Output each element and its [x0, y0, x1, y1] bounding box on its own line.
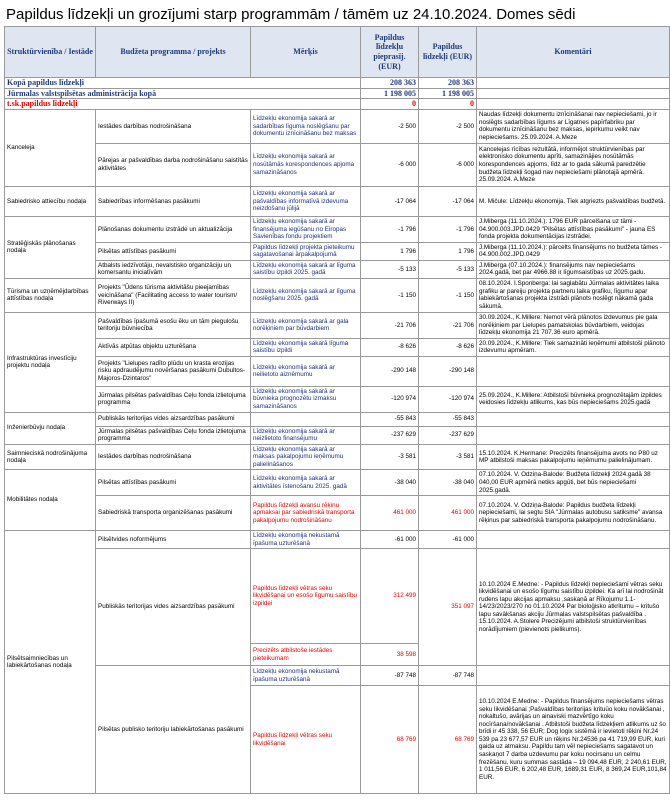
goal-cell: Līdzekļu ekonomija nekustamā īpašuma uzturēšanā: [251, 531, 361, 549]
header-program: Budžeta programma / projekts: [96, 27, 251, 78]
granted-cell: -1 796: [419, 216, 477, 242]
requested-cell: 461 000: [361, 496, 419, 531]
admin-total-requested: 1 198 005: [361, 88, 419, 99]
requested-cell: -237 629: [361, 426, 419, 444]
unit-cell: Mobilitātes nodaļa: [5, 470, 96, 531]
comment-cell: M. Mičule: Līdzekļu ekonomija. Tiek atgriezts pašvaldības budžetā.: [477, 186, 670, 216]
additional-total-row: [5, 99, 670, 110]
goal-cell: Papildus līdzekļi vētras seku likvidēšanai un esošo līgumu saistību izpildei: [251, 549, 361, 644]
table-row: [5, 496, 670, 531]
requested-cell: -290 148: [361, 356, 419, 386]
granted-cell: 351 097: [419, 549, 477, 666]
program-cell: Pārejas ar pašvaldības darba nodrošināšanu saistītās aktivitātes: [96, 143, 251, 186]
table-row: [5, 549, 670, 644]
goal-cell: Papildus līdzekļi projekta pieteikumu sagatavošanai ārpakalpojumā: [251, 242, 361, 260]
granted-cell: -120 974: [419, 386, 477, 412]
requested-cell: -5 133: [361, 260, 419, 278]
comment-cell: 08.10.2024. I.Sponberga: lai saglabātu Jūrmalas aktivitātes laika grafiku ar pareiju projekta partneru laika grafiku, līgumu apar labiekārtošanas projekta izstrādi plānots noslēgt nākamā gada sākumā.: [477, 278, 670, 312]
program-cell: Iestādes darbības nodrošināšana: [96, 444, 251, 470]
budget-table: [4, 26, 670, 794]
admin-total-granted: 1 198 005: [419, 88, 477, 99]
goal-cell: Papildus līdzekļi avansu rēķinu apmaksai par sabiedriskā transporta pakalpojumu nodrošināšanu: [251, 496, 361, 531]
program-cell: Pilsētvides noformējums: [96, 531, 251, 549]
goal-cell: Līdzekļu ekonomija sakarā ar aktivitātes īstenošanu 2025. gadā: [251, 470, 361, 496]
goal-cell: Līdzekļu ekonomija sakarā līguma saistību izpildi: [251, 338, 361, 356]
program-cell: Pilsētas publisko teritoriju labiekārtošanas pasākumi: [96, 666, 251, 794]
granted-cell: -61 000: [419, 531, 477, 549]
requested-cell: -1 796: [361, 216, 419, 242]
table-row: [5, 143, 670, 186]
goal-cell: Līdzekļu ekonomija sakarā ar neilietoto aiznēmumu: [251, 356, 361, 386]
comment-cell: 07.10.2024. V. Odziņa-Balode: Budžeta līdzekļi 2024.gadā 38 040,00 EUR apmērā netiks apgūti, bet būs nepieciešami 2025.gadā.: [477, 470, 670, 496]
granted-cell: -55 843: [419, 412, 477, 426]
program-cell: Jūrmalas pilsētas pašvaldības Ceļu fonda izlietojuma programma: [96, 426, 251, 444]
program-cell: Publiskās teritorijas vides aizsardzības pasākumi: [96, 549, 251, 666]
admin-total-label: Jūrmalas valstspilsētas administrācija kopā: [5, 88, 361, 99]
granted-cell: -3 581: [419, 444, 477, 470]
header-comment: Komentāri: [477, 27, 670, 78]
additional-total-label: t.sk.papildus līdzekļi: [5, 99, 361, 110]
table-row: [5, 216, 670, 242]
additional-total-requested: 0: [361, 99, 419, 110]
comment-cell: 30.09.2024., K.Millere: Nemot vērā plānotos izdevumus pie gala norēķiniem par Lielupes pamatskolas būvdarbiem, veidojas līdzekļu ekonomija 21 707.36 euro apmērā.: [477, 312, 670, 338]
header-unit: Struktūrvienība / Iestāde: [5, 27, 96, 78]
table-row: [5, 386, 670, 412]
granted-cell: 68 769: [419, 686, 477, 794]
granted-cell: -21 706: [419, 312, 477, 338]
goal-cell: Līdzekļu ekonomija sakarā ar nosūtāmās korespondences apjoma samazināšanos: [251, 143, 361, 186]
unit-cell: Pilsētsaimniecības un labiekārtošanas nodaļa: [5, 531, 96, 794]
program-cell: Publiskās teritorijas vides aizsardzības pasākumi: [96, 412, 251, 426]
table-row: [5, 186, 670, 216]
comment-cell: 10.10.2024 E.Medne: - Papildus finansējums nepieciešams vētras seku likvidēšanai ;Pašvaldības teritorijas krituūo koku novākšanai , nokaltušo, avārijas un ainaviski mazvērtīgo koku nocīršana/novākšanai . Atbilstoši budžeta līdzekļiem atlikums uz šo brīdi ir 45 338, 56 EUR; Dog logix sistēmā ir ievietoti rēķini Nr.24 539 pa 23 677,57 EUR un rēķins Nr.24536 pa 41 719,99 EUR, kuri gaida uz atmaksu. Papildu tam vēl nepieciešams sagatavot un saskaņot 7 darba uzdevumu par koku nocirsanu un celmu frezēšanu, kuru summas sastāda – 19 094,48 EUR, 2 240,61 EUR, 1 011,56 EUR, 6 202,48 EUR, 1689,31 EUR, 8 369,24 EUR,101,84 EUR.: [477, 686, 670, 794]
granted-cell: -8 626: [419, 338, 477, 356]
program-cell: Sabiedriskā transporta organizēšanas pasākumi: [96, 496, 251, 531]
unit-cell: Inženierbūvju nodaļa: [5, 412, 96, 444]
requested-cell: 68 769: [361, 686, 419, 794]
program-cell: Plānošanas dokumentu izstrāde un aktualizācija: [96, 216, 251, 242]
table-header: [5, 27, 670, 78]
table-row: [5, 312, 670, 338]
comment-cell: [477, 666, 670, 686]
table-row: [5, 109, 670, 143]
requested-cell: -87 748: [361, 666, 419, 686]
table-row: [5, 426, 670, 444]
goal-cell: Papildus līdzekļi vētras seku likvidēšanai: [251, 686, 361, 794]
unit-cell: Kanceleja: [5, 109, 96, 186]
comment-cell: J.Miberga (11.10.2024.): pārcelts finansējums no budžeta tāmes - 04.900.002.JPD.0429: [477, 242, 670, 260]
program-cell: Projekts "Ūdens tūrisma aktivitāšu pieejamības veicināšana" (Facilitating access to water tourism/ Riverways II): [96, 278, 251, 312]
comment-cell: [477, 531, 670, 549]
program-cell: Pašvaldības īpašumā esošu ēku un tām piegulošu teritoriju būvniecība: [96, 312, 251, 338]
table-row: [5, 260, 670, 278]
granted-cell: 461 000: [419, 496, 477, 531]
goal-cell: Līdzekļu ekonomija sakarā ar līguma noslēgšanu 2025. gadā: [251, 278, 361, 312]
goal-cell: Precizēts atbilstoše iestādes pieteikumam: [251, 644, 361, 666]
goal-cell: [251, 412, 361, 426]
program-cell: Sabiedrības informēšanas pasākumi: [96, 186, 251, 216]
table-row: [5, 338, 670, 356]
requested-cell: 312 499: [361, 549, 419, 644]
granted-cell: -2 500: [419, 109, 477, 143]
goal-cell: Līdzekļu ekonomija sakarā ar gala norēķiniem par būvdarbiem: [251, 312, 361, 338]
comment-cell: Kancelejas rīcības rezultātā, informējot struktūrvienības par elektronisko dokumentu aprīti, samazinājies nosūtāmās korespondences apjoms, līdz ar to gada sākumā paredzētie budžeta līdzekļi šogad nav nepieciešami plānotajā apmērā. 25.09.2024. A.Meze: [477, 143, 670, 186]
additional-total-granted: 0: [419, 99, 477, 110]
table-row: [5, 278, 670, 312]
goal-cell: Līdzekļu ekonomija sakarā ar sadarbības līguma noslēgšanu par dokumentu iznīcināšanu bez maksas: [251, 109, 361, 143]
total-row: [5, 78, 670, 89]
table-row: [5, 444, 670, 470]
comment-cell: 20.09.2024., K.Millere: Tiek samazināti ieņēmumi atbilstoši plānoto izdevumu apmēram.: [477, 338, 670, 356]
program-cell: Jūrmalas pilsētas pašvaldības Ceļu fonda izlietojuma programma: [96, 386, 251, 412]
unit-cell: Tūrisma un uzņēmējdarbības attīstības nodaļa: [5, 278, 96, 312]
comment-cell: 07.10.2024. V. Odziņa-Balode: Papildus budžeta līdzekļi nepieciešami, lai segtu SIA "Jūrmalas autobusu satiksme" avansa rēķinus par sabiedriskā transporta pakalpojumu nodrošināšanu.: [477, 496, 670, 531]
goal-cell: Līdzekļu ekonomija sakarā ar maksas pakalpojumu ieņēmumu palielināšanos: [251, 444, 361, 470]
table-row: [5, 412, 670, 426]
table-row: [5, 531, 670, 549]
header-goal: Mērķis: [251, 27, 361, 78]
comment-cell: Naudas līdzekļi dokumentu iznīcināšanai nav nepieciešami, jo ir noslēgts sadarbības līgums ar Līgatnes papīrfabriku par dokumentu iznīcināšanu bez maksas, iepirkumu veikt nav nepieciešams. 25.09.2024. A.Meze: [477, 109, 670, 143]
total-requested: 208 363: [361, 78, 419, 89]
comment-cell: [477, 356, 670, 386]
requested-cell: -38 040: [361, 470, 419, 496]
requested-cell: 1 796: [361, 242, 419, 260]
unit-cell: Saimnieciskā nodrošinājuma nodaļa: [5, 444, 96, 470]
goal-cell: Līdzekļu ekonomija sakarā ar līguma saistību izpildi 2025. gadā: [251, 260, 361, 278]
comment-cell: [477, 412, 670, 426]
comment-cell: 25.09.2024., K.Millere: Atbilstoši būvnieka prognozētajām izpildes veidosies līdzekļu atlikums, kas būs nepieciešams 2025.gadā: [477, 386, 670, 412]
table-row: [5, 666, 670, 686]
table-row: [5, 470, 670, 496]
goal-cell: Līdzekļu ekonomija sakarā ar finansējuma iegūšanu no Eiropas Savienības fondu projektiem: [251, 216, 361, 242]
requested-cell: -6 000: [361, 143, 419, 186]
requested-cell: 38 598: [361, 644, 419, 666]
requested-cell: -2 500: [361, 109, 419, 143]
program-cell: Iestādes darbības nodrošināšana: [96, 109, 251, 143]
requested-cell: -17 064: [361, 186, 419, 216]
granted-cell: -1 150: [419, 278, 477, 312]
total-granted: 208 363: [419, 78, 477, 89]
unit-cell: Infrastruktūras investīciju projektu nodaļa: [5, 312, 96, 412]
page-title: Papildus līdzekļi un grozījumi starp programmām / tāmēm uz 24.10.2024. Domes sēdi: [6, 6, 576, 23]
program-cell: Pilsētas attīstības pasākumi: [96, 242, 251, 260]
comment-cell: 10.10.2024 E.Medne: - Papildus līdzekļi nepieciešami vētras seku likvidēšanai un esošo līgumu saistību izpildei. Ka arī lai nodrošināt rudens lapu akcijas apmaksu ,saskaņā ar Rīkojumu 1.1-14/23/2023/270 no 01.10.2024 Par bioloģisko atkritumu – kritušo lapu savākšanas akciju Jūrmalas valstspilsētas pašvaldība . 15.10.2024. A.Stolere Precizējumi atbilstoši struktūrvienības norādījumiem (pievienots pielikums).: [477, 549, 670, 666]
program-cell: Atbalsts iedzīvotāju, nevalstisko organizāciju un komersantu iniciatīvām: [96, 260, 251, 278]
goal-cell: Līdzekļu ekonomija sakarā ar būvnieka prognozētu izmaksu samazināšanos: [251, 386, 361, 412]
table-row: [5, 356, 670, 386]
granted-cell: -5 133: [419, 260, 477, 278]
granted-cell: -290 148: [419, 356, 477, 386]
requested-cell: -120 974: [361, 386, 419, 412]
program-cell: Projekts "Lielupes radīto plūdu un krasta erozijas risku apdraudējumu novēršanas pasākumi Dubultos-Majoros-Dzintaros": [96, 356, 251, 386]
requested-cell: -55 843: [361, 412, 419, 426]
requested-cell: -21 706: [361, 312, 419, 338]
comment-cell: 15.10.2024. K.Hermane: Precizēts finansējuma avots no P80 uz MP atbilstoši maksas pakalpojumu ieņēmumu palielinājumam.: [477, 444, 670, 470]
granted-cell: -237 629: [419, 426, 477, 444]
granted-cell: -38 040: [419, 470, 477, 496]
goal-cell: Līdzekļu ekonomija sakarā ar neizlietoto finansējumu: [251, 426, 361, 444]
granted-cell: 1 796: [419, 242, 477, 260]
header-granted: Papildus līdzekļi (EUR): [419, 27, 477, 78]
admin-total-row: [5, 88, 670, 99]
granted-cell: -6 000: [419, 143, 477, 186]
goal-cell: Līdzekļu ekonomija nekustamā īpašuma uzturēšanā: [251, 666, 361, 686]
comment-cell: J.Miberga (11.10.2024.): 1796 EUR pārcelšana uz tāmi - 04.900.003.JPD.0429 "Pilsētas attīstības pasākumi" - jauna ES fonda projekta dokumentācijas izstrādei.: [477, 216, 670, 242]
requested-cell: -3 581: [361, 444, 419, 470]
requested-cell: -1 150: [361, 278, 419, 312]
total-label: Kopā papildus līdzekļi: [5, 78, 361, 89]
program-cell: Pilsētas attīstības pasākumi: [96, 470, 251, 496]
requested-cell: -61 000: [361, 531, 419, 549]
unit-cell: Sabiedrisko attiecību nodaļa: [5, 186, 96, 216]
unit-cell: Stratēģiskās plānošanas nodaļa: [5, 216, 96, 278]
table-row: [5, 242, 670, 260]
granted-cell: -17 064: [419, 186, 477, 216]
requested-cell: -8 626: [361, 338, 419, 356]
granted-cell: -87 748: [419, 666, 477, 686]
program-cell: Aktīvās atpūtas objektu uzturēšana: [96, 338, 251, 356]
header-requested: Papildus līdzekļu pieprasīj. (EUR): [361, 27, 419, 78]
comment-cell: J.Miberga (07.10.2024.): finansējums nav nepieciešams 2024.gadā, bet par 4966.88 ir līgumsaistības uz 2025.gadu.: [477, 260, 670, 278]
comment-cell: [477, 426, 670, 444]
goal-cell: Līdzekļu ekonomija sakarā ar pašvaldības informatīvā izdevuma neizdošanu jūlijā: [251, 186, 361, 216]
